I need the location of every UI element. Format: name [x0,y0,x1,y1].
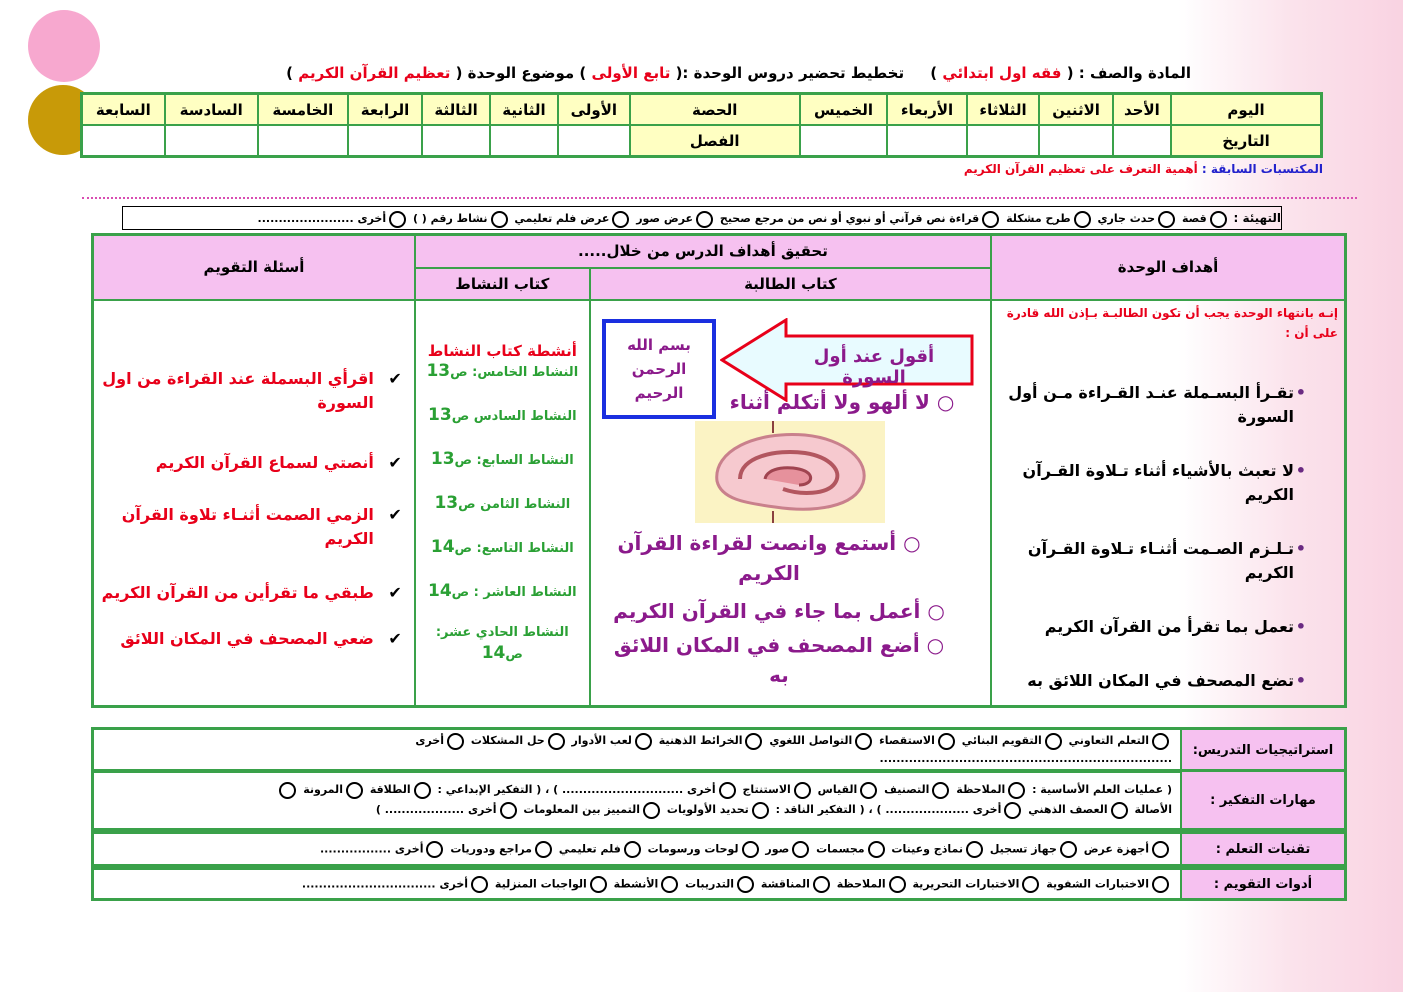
radio-option[interactable] [447,733,464,750]
radio-option[interactable] [346,782,363,799]
radio-option[interactable] [932,782,949,799]
radio-option[interactable] [414,782,431,799]
warmup-option-label: قراءة نص قرآني أو نبوي أو نص من مرجع صحيح [719,212,980,225]
goal-item: • تعمل بما تقرأ من القرآن الكريم [1044,616,1306,636]
thinking-options: ( عمليات العلم الأساسية : الملاحظة التصنيف القياس الاستنتاج أخرى ............................. ) ، ( التفكير الإبداعي : الطلاقة المرونة الأصالة العصف الذهني أخرى .................... ) ، ( التفكير الناقد : تحديد الأولويات التمييز بين المعلومات أخرى ................... ) [93,771,1182,830]
radio-option[interactable] [889,876,906,893]
goal-item: • تقـرأ البسـملة عنـد القـراءة مـن أول السورة [1008,382,1306,426]
radio-option[interactable] [813,876,830,893]
ear-image [695,421,885,523]
techniques-row [91,831,1347,867]
date-cell[interactable] [1039,125,1112,157]
warmup-option-label: أخرى ....................... [257,212,387,225]
assessment-row [91,867,1347,901]
eval-cell [93,300,415,707]
prior-value: أهمية التعرف على تعظيم القرآن الكريم [963,162,1198,176]
class-cell[interactable] [490,125,558,157]
radio-option[interactable] [624,841,641,858]
class-cell[interactable] [348,125,422,157]
class-cell[interactable] [258,125,348,157]
strategies-options: التعلم التعاوني التقويم البنائي الاستقصاء التواصل اللغوي الخرائط الذهنية لعب الأدوار حل المشكلات أخرى ...................................................................... [93,729,1182,772]
goal-item: • تضع المصحف في المكان اللائق به [1027,670,1306,690]
decor-circle-pink [28,10,100,82]
assessment-options: الاختبارات الشفوية الاختبارات التحريرية الملاحظة المناقشة التدريبات الأنشطة الواجبات المنزلية أخرى ................................ [93,869,1182,900]
radio-option[interactable] [548,733,565,750]
radio-option[interactable] [860,782,877,799]
strategies-dots: ...................................................................... [879,752,1172,765]
radio-option[interactable] [1004,802,1021,819]
activity-item: النشاط الثامن ص13 [434,492,571,513]
warmup-option[interactable] [389,211,406,228]
radio-option[interactable] [643,802,660,819]
period-7: السابعة [82,94,165,126]
radio-option[interactable] [471,876,488,893]
basmala-box [602,319,716,419]
warmup-box [122,206,1282,230]
goals-cell [991,300,1345,707]
assessment-label: أدوات التقويم : [1181,869,1346,900]
period-label: الحصة [630,94,800,126]
radio-option[interactable] [500,802,517,819]
radio-option[interactable] [719,782,736,799]
warmup-option-label: عرض صور [636,212,694,225]
day-wednesday: الأربعاء [887,94,966,126]
warmup-option[interactable] [491,211,508,228]
class-cell[interactable] [165,125,258,157]
radio-option[interactable] [855,733,872,750]
radio-option[interactable] [1060,841,1077,858]
goals-intro: إنـه بانتهاء الوحدة يجب أن تكون الطالبـة بـإذن الله قادرة على أن : [1006,305,1338,340]
techniques-label: تقنيات التعلم : [1181,833,1346,866]
radio-option[interactable] [868,841,885,858]
eval-item: ✔ الزمي الصمت أثنـاء تلاوة القرآن الكريم [121,504,402,548]
activity-item: النشاط العاشر : ص14 [428,580,577,601]
warmup-option-label: حدث جاري [1097,212,1156,225]
techniques-options: أجهزة عرض جهاز تسجيل نماذج وعينات مجسمات صور لوحات ورسومات فلم تعليمي مراجع ودوريات أخرى ................. [93,833,1182,866]
radio-option[interactable] [1152,841,1169,858]
planning-label: تخطيط تحضير دروس الوحدة :( [675,64,905,82]
radio-option[interactable] [1045,733,1062,750]
activity-item: النشاط السابع: ص13 [430,448,574,469]
period-5: الخامسة [258,94,348,126]
student-item-4: ○ أضع المصحف في المكان اللائق به [613,633,945,687]
warmup-option-label: عرض فلم تعليمي [514,212,610,225]
activity-item: النشاط الخامس: ص13 [426,360,579,381]
activity-item: النشاط الحادي عشر: ص14 [435,624,569,663]
radio-option[interactable] [1152,876,1169,893]
radio-option[interactable] [745,733,762,750]
header-line [286,64,1191,82]
radio-option[interactable] [737,876,754,893]
date-cell[interactable] [887,125,966,157]
class-cell[interactable] [82,125,165,157]
radio-option[interactable] [742,841,759,858]
warmup-label: التهيئة : [1233,211,1281,225]
subject-value: فقه اول ابتدائي [942,64,1062,82]
activities-cell [415,300,590,707]
basmala-text: بسم الله الرحمن الرحيم [627,336,691,402]
radio-option[interactable] [535,841,552,858]
period-2: الثانية [490,94,558,126]
warmup-option[interactable] [1074,211,1091,228]
date-cell[interactable] [1113,125,1171,157]
radio-option[interactable] [794,782,811,799]
radio-option[interactable] [590,876,607,893]
thinking-label: مهارات التفكير : [1181,771,1346,830]
day-tuesday: الثلاثاء [967,94,1040,126]
goals-header: أهداف الوحدة [991,235,1345,300]
eval-item: ✔ طبقي ما تقرأين من القرآن الكريم [101,582,402,602]
callout-text: أقول عند أول السورة [813,346,935,388]
radio-option[interactable] [1022,876,1039,893]
prior-knowledge [964,162,1323,176]
radio-option[interactable] [279,782,296,799]
topic-close: ) [286,64,293,82]
subject-label: المادة والصف : ( [1066,64,1191,82]
day-monday: الاثنين [1039,94,1112,126]
warmup-option[interactable] [982,211,999,228]
divider [82,197,1357,199]
period-4: الرابعة [348,94,422,126]
warmup-option[interactable] [1158,211,1175,228]
topic-value: تعظيم القرآن الكريم [298,64,451,82]
warmup-option-label: نشاط رقم ( ) [412,212,488,225]
radio-option[interactable] [752,802,769,819]
period-6: السادسة [165,94,258,126]
radio-option[interactable] [426,841,443,858]
prior-label: المكتسبات السابقة : [1201,162,1323,176]
eval-item: ✔ أنصتي لسماع القرآن الكريم [155,452,402,472]
student-item-3: ○ أعمل بما جاء في القرآن الكريم [613,599,945,623]
activity-item: النشاط التاسع: ص14 [430,536,574,557]
schedule-grid [80,92,1323,158]
thinking-row [91,769,1347,831]
date-cell[interactable] [800,125,888,157]
eval-item: ✔ ضعي المصحف في المكان اللائق [120,628,402,648]
date-cell[interactable] [967,125,1040,157]
strategies-label: استراتيجيات التدريس: [1181,729,1346,772]
warmup-option-label: قصة [1181,212,1207,225]
day-sunday: الأحد [1113,94,1171,126]
class-cell[interactable] [422,125,490,157]
radio-option[interactable] [792,841,809,858]
student-item-1: ○ لا ألهو ولا أتكلم أثناء [729,390,955,414]
warmup-option[interactable] [1210,211,1227,228]
unit-value: تابع الأولى [591,64,671,82]
activity-book-header: كتاب النشاط [415,268,590,300]
goal-item: • لا تعبث بالأشياء أثناء تـلاوة القـرآن الكريم [1022,460,1306,504]
radio-option[interactable] [966,841,983,858]
warmup-option-label: طرح مشكلة [1006,212,1071,225]
period-3: الثالثة [422,94,490,126]
student-item-2: ○ أستمع وانصت لقراءة القرآن الكريم [617,531,921,585]
activities-title: أنشطة كتاب النشاط [427,341,577,360]
class-cell[interactable] [558,125,630,157]
student-book-header: كتاب الطالبة [590,268,991,300]
radio-option[interactable] [635,733,652,750]
eval-item: ✔ اقرأي البسملة عند القراءة من اول السورة [102,368,402,412]
warmup-option[interactable] [696,211,713,228]
topic-label: ) موضوع الوحدة ( [455,64,587,82]
date-label: التاريخ [1171,125,1322,157]
radio-option[interactable] [1152,733,1169,750]
subject-close: ) [930,64,938,82]
period-1: الأولى [558,94,630,126]
radio-option[interactable] [661,876,678,893]
day-thursday: الخميس [800,94,888,126]
radio-option[interactable] [1111,802,1128,819]
activity-item: النشاط السادس ص13 [428,404,577,425]
eval-header: أسئلة التقويم [93,235,415,300]
warmup-option[interactable] [612,211,629,228]
strategies-row [91,727,1347,773]
class-label: الفصل [630,125,800,157]
day-label: اليوم [1171,94,1322,126]
radio-option[interactable] [938,733,955,750]
achieve-header: تحقيق أهداف الدرس من خلال..... [415,235,991,268]
radio-option[interactable] [1008,782,1025,799]
goal-item: • تـلـزم الصـمت أثنـاء تـلاوة القـرآن الكريم [1027,538,1306,582]
